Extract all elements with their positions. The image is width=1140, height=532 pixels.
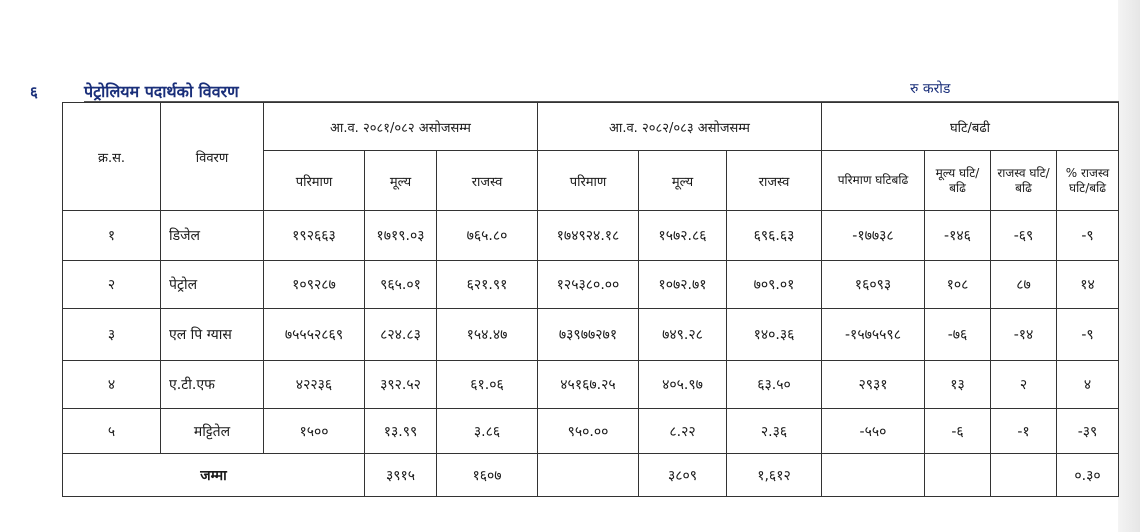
section-number: ६ xyxy=(30,83,38,101)
header-revenue-2: राजस्व xyxy=(727,151,822,211)
header-fy-2082-083: आ.व. २०८२/०८३ असोजसम्म xyxy=(538,103,822,151)
cell-quantity-2: १२५३८०.०० xyxy=(538,261,639,309)
cell-value-change: -१४६ xyxy=(925,211,991,261)
header-revenue-1: राजस्व xyxy=(437,151,538,211)
cell-pct-change: ४ xyxy=(1057,361,1119,409)
cell-pct-change: -९ xyxy=(1057,309,1119,361)
header-value-1: मूल्य xyxy=(365,151,437,211)
section-title: पेट्रोलियम पदार्थको विवरण xyxy=(84,82,239,101)
header-change: घटि/बढी xyxy=(822,103,1119,151)
cell-value-2: १५७२.८६ xyxy=(639,211,727,261)
cell-value-1: १३.९९ xyxy=(365,409,437,454)
table-row xyxy=(63,211,1119,261)
cell-sn: १ xyxy=(63,211,161,261)
cell-revenue-1: ३.८६ xyxy=(437,409,538,454)
cell-qty-change: -१५७५५९८ xyxy=(822,309,925,361)
total-qty-change xyxy=(822,454,925,497)
cell-revenue-2: ७०९.०१ xyxy=(727,261,822,309)
cell-value-1: १७१९.०३ xyxy=(365,211,437,261)
cell-name: डिजेल xyxy=(161,211,264,261)
total-row xyxy=(63,454,1119,497)
cell-value-change: १०८ xyxy=(925,261,991,309)
header-qty-change: परिमाण घटिबढि xyxy=(822,151,925,211)
cell-revenue-1: १५४.४७ xyxy=(437,309,538,361)
header-description: विवरण xyxy=(161,103,264,211)
total-revenue-1: १६०७ xyxy=(437,454,538,497)
cell-revenue-change: २ xyxy=(991,361,1057,409)
cell-quantity-2: ४५१६७.२५ xyxy=(538,361,639,409)
cell-revenue-2: १४०.३६ xyxy=(727,309,822,361)
table-row xyxy=(63,309,1119,361)
header-quantity-2: परिमाण xyxy=(538,151,639,211)
cell-pct-change: -९ xyxy=(1057,211,1119,261)
cell-value-2: ४०५.९७ xyxy=(639,361,727,409)
petroleum-table xyxy=(62,102,1119,497)
cell-name: ए.टी.एफ xyxy=(161,361,264,409)
cell-revenue-change: -६९ xyxy=(991,211,1057,261)
cell-quantity-1: ७५५५२८६९ xyxy=(264,309,365,361)
header-pct-revenue-change: % राजस्व घटि/बढि xyxy=(1057,151,1119,211)
header-row-1 xyxy=(63,103,1119,151)
total-revenue-2: १,६१२ xyxy=(727,454,822,497)
cell-name: एल पि ग्यास xyxy=(161,309,264,361)
cell-revenue-1: ६२१.९१ xyxy=(437,261,538,309)
total-quantity-2 xyxy=(538,454,639,497)
cell-revenue-change: -१४ xyxy=(991,309,1057,361)
cell-pct-change: १४ xyxy=(1057,261,1119,309)
header-fy-2081-082: आ.व. २०८१/०८२ असोजसम्म xyxy=(264,103,538,151)
cell-sn: ३ xyxy=(63,309,161,361)
header-revenue-change: राजस्व घटि/बढि xyxy=(991,151,1057,211)
cell-pct-change: -३९ xyxy=(1057,409,1119,454)
cell-revenue-2: ६३.५० xyxy=(727,361,822,409)
cell-value-1: ३९२.५२ xyxy=(365,361,437,409)
table-row xyxy=(63,361,1119,409)
cell-value-1: ८२४.८३ xyxy=(365,309,437,361)
cell-revenue-1: ६१.०६ xyxy=(437,361,538,409)
cell-quantity-1: १५०० xyxy=(264,409,365,454)
header-sn: क्र.स. xyxy=(63,103,161,211)
cell-quantity-2: ९५०.०० xyxy=(538,409,639,454)
total-pct-change: ०.३० xyxy=(1057,454,1119,497)
cell-qty-change: २९३१ xyxy=(822,361,925,409)
page-edge xyxy=(1118,0,1140,532)
cell-revenue-change: ८७ xyxy=(991,261,1057,309)
cell-revenue-2: २.३६ xyxy=(727,409,822,454)
unit-label: रु करोड xyxy=(910,81,951,97)
cell-quantity-1: १९२६६३ xyxy=(264,211,365,261)
cell-qty-change: १६०९३ xyxy=(822,261,925,309)
total-value-1: ३९१५ xyxy=(365,454,437,497)
cell-name: मट्टितेल xyxy=(161,409,264,454)
cell-name: पेट्रोल xyxy=(161,261,264,309)
cell-value-2: ८.२२ xyxy=(639,409,727,454)
header-value-change: मूल्य घटि/बढि xyxy=(925,151,991,211)
cell-value-2: ७४९.२८ xyxy=(639,309,727,361)
cell-quantity-2: ७३९७७२७१ xyxy=(538,309,639,361)
cell-revenue-2: ६९६.६३ xyxy=(727,211,822,261)
cell-quantity-1: १०९२८७ xyxy=(264,261,365,309)
cell-revenue-1: ७६५.८० xyxy=(437,211,538,261)
cell-revenue-change: -१ xyxy=(991,409,1057,454)
table-row xyxy=(63,409,1119,454)
table-row xyxy=(63,261,1119,309)
cell-sn: २ xyxy=(63,261,161,309)
header-value-2: मूल्य xyxy=(639,151,727,211)
cell-quantity-2: १७४९२४.१८ xyxy=(538,211,639,261)
cell-value-change: -६ xyxy=(925,409,991,454)
cell-qty-change: -५५० xyxy=(822,409,925,454)
cell-value-2: १०७२.७१ xyxy=(639,261,727,309)
cell-qty-change: -१७७३८ xyxy=(822,211,925,261)
header-quantity-1: परिमाण xyxy=(264,151,365,211)
cell-sn: ५ xyxy=(63,409,161,454)
total-value-2: ३८०९ xyxy=(639,454,727,497)
total-value-change xyxy=(925,454,991,497)
cell-quantity-1: ४२२३६ xyxy=(264,361,365,409)
cell-sn: ४ xyxy=(63,361,161,409)
cell-value-change: १३ xyxy=(925,361,991,409)
cell-value-1: ९६५.०१ xyxy=(365,261,437,309)
total-revenue-change xyxy=(991,454,1057,497)
total-label: जम्मा xyxy=(63,454,365,497)
cell-value-change: -७६ xyxy=(925,309,991,361)
